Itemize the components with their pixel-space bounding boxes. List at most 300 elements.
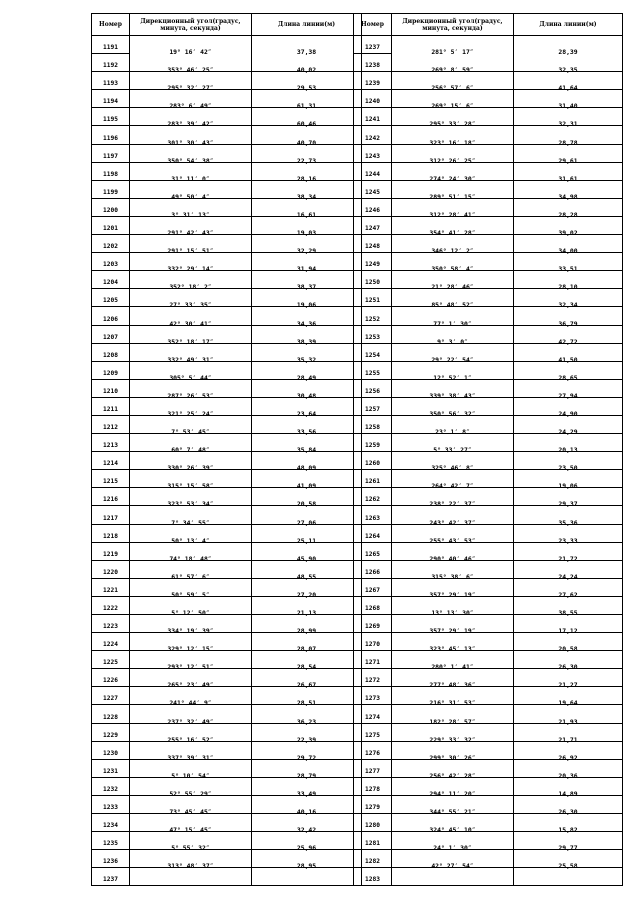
row-number-cell — [354, 543, 392, 561]
row-number-cell — [92, 525, 130, 543]
length-value: 32,29 — [296, 247, 317, 256]
angle-value: 9° 3′ 0″ — [437, 337, 468, 346]
angle-value: 354° 41′ 28″ — [429, 229, 476, 238]
row-number: 1252 — [365, 315, 380, 323]
length-value: 19,03 — [296, 229, 317, 238]
row-number-cell — [92, 470, 130, 488]
row-number-cell — [92, 108, 130, 126]
angle-value: 312° 28′ 41″ — [429, 210, 476, 219]
row-number-cell — [354, 326, 392, 344]
row-number-cell — [354, 705, 392, 723]
row-number: 1262 — [365, 496, 380, 504]
row-number-cell — [92, 868, 130, 886]
row-number-cell — [92, 705, 130, 723]
row-number: 1248 — [365, 243, 380, 251]
length-value: 24,29 — [558, 428, 578, 437]
length-value: 32,31 — [558, 120, 578, 129]
length-value: 41,50 — [558, 355, 578, 364]
header-number: Номер — [92, 14, 130, 35]
row-number-cell — [354, 126, 392, 144]
length-value: 20,13 — [558, 446, 578, 455]
length-value: 33,51 — [558, 265, 578, 274]
angle-value: 49° 50′ 4″ — [171, 192, 210, 201]
angle-value: 280° 1′ 41″ — [431, 663, 474, 672]
row-number: 1200 — [103, 206, 118, 214]
length-value: 27,62 — [558, 590, 578, 599]
row-number: 1276 — [365, 749, 380, 757]
row-number-cell — [354, 416, 392, 434]
length-value: 31,61 — [558, 174, 578, 183]
row-number: 1244 — [365, 170, 380, 178]
angle-value: 323° 53′ 34″ — [167, 500, 214, 509]
row-number: 1233 — [103, 804, 118, 812]
angle-value: 281° 5′ 17″ — [431, 48, 474, 57]
row-number: 1235 — [103, 840, 118, 848]
row-number-cell — [92, 506, 130, 524]
angle-value: 60° 7′ 48″ — [171, 446, 210, 455]
length-value: 35,36 — [558, 518, 578, 527]
row-number-cell — [92, 217, 130, 235]
row-number: 1272 — [365, 677, 380, 685]
angle-cell — [130, 862, 252, 886]
length-value: 37,38 — [296, 48, 317, 57]
row-number: 1253 — [365, 333, 380, 341]
angle-value: 23° 1′ 8″ — [435, 428, 470, 437]
row-number: 1191 — [103, 44, 118, 52]
length-value: 39,02 — [558, 229, 578, 238]
length-value: 29,37 — [558, 500, 578, 509]
row-number-cell — [354, 615, 392, 633]
length-value: 27,06 — [296, 518, 317, 527]
angle-value: 332° 49′ 31″ — [167, 355, 214, 364]
angle-value: 61° 57′ 6″ — [171, 572, 210, 581]
angle-value: 305° 5′ 44″ — [169, 373, 212, 382]
angle-value: 293° 12′ 51″ — [167, 663, 214, 672]
angle-value: 31° 11′ 0″ — [171, 174, 210, 183]
row-number-cell — [92, 452, 130, 470]
angle-value: 5° 55′ 32″ — [171, 844, 210, 853]
row-number-cell — [92, 814, 130, 832]
angle-value: 352° 18′ 17″ — [167, 337, 214, 346]
angle-value: 339° 38′ 43″ — [429, 391, 476, 400]
row-number-cell — [354, 651, 392, 669]
length-value: 27,20 — [296, 590, 317, 599]
row-number: 1247 — [365, 225, 380, 233]
row-number-cell — [92, 416, 130, 434]
row-number-cell — [92, 362, 130, 380]
row-number-cell — [354, 506, 392, 524]
row-number: 1271 — [365, 659, 380, 667]
row-number: 1240 — [365, 98, 380, 106]
length-value: 19,06 — [558, 482, 578, 491]
row-number-cell — [92, 561, 130, 579]
row-number: 1258 — [365, 424, 380, 432]
angle-value: 238° 22′ 37″ — [429, 500, 476, 509]
length-value: 20,36 — [558, 771, 578, 780]
row-number-cell — [92, 344, 130, 362]
row-number-cell — [92, 434, 130, 452]
length-value: 24,90 — [558, 409, 578, 418]
angle-value: 50° 59′ 5″ — [171, 590, 210, 599]
angle-value: 323° 16′ 18″ — [429, 138, 476, 147]
row-number-cell — [354, 307, 392, 325]
row-number-cell — [354, 724, 392, 742]
row-number-cell — [92, 199, 130, 217]
length-value: 34,36 — [296, 319, 317, 328]
row-number-cell — [354, 217, 392, 235]
row-number: 1245 — [365, 188, 380, 196]
angle-value: 353° 46′ 25″ — [167, 66, 214, 75]
row-number: 1202 — [103, 243, 118, 251]
angle-value: 315° 15′ 58″ — [167, 482, 214, 491]
row-number: 1250 — [365, 279, 380, 287]
row-number-cell — [92, 796, 130, 814]
row-number: 1221 — [103, 586, 118, 594]
row-number: 1279 — [365, 804, 380, 812]
row-number-cell — [354, 199, 392, 217]
angle-value: 182° 28′ 57″ — [429, 717, 476, 726]
angle-value: 42° 27′ 54″ — [431, 862, 474, 871]
length-value: 28,10 — [558, 283, 578, 292]
row-number: 1213 — [103, 442, 118, 450]
row-number: 1264 — [365, 532, 380, 540]
row-number-cell — [354, 452, 392, 470]
length-value: 41,64 — [558, 84, 578, 93]
angle-value: 269° 15′ 6″ — [431, 102, 474, 111]
row-number-cell — [92, 597, 130, 615]
angle-value: 74° 18′ 48″ — [169, 554, 212, 563]
length-value: 22,39 — [296, 735, 317, 744]
row-number-cell — [354, 253, 392, 271]
length-value: 30,48 — [296, 391, 317, 400]
angle-value: 216° 31′ 53″ — [429, 699, 476, 708]
angle-value: 5° 33′ 27″ — [433, 446, 472, 455]
row-number-cell — [354, 742, 392, 760]
length-value: 33,49 — [296, 789, 317, 798]
length-value: 15,82 — [558, 826, 578, 835]
row-number: 1218 — [103, 532, 118, 540]
row-number: 1265 — [365, 550, 380, 558]
length-value: 19,06 — [296, 301, 317, 310]
length-value: 28,78 — [558, 138, 578, 147]
angle-value: 287° 26′ 53″ — [167, 391, 214, 400]
row-number: 1194 — [103, 98, 118, 106]
angle-value: 323° 45′ 13″ — [429, 645, 476, 654]
angle-value: 283° 6′ 49″ — [169, 102, 212, 111]
row-number-cell — [92, 543, 130, 561]
row-number: 1225 — [103, 659, 118, 667]
length-value: 23,33 — [558, 536, 578, 545]
angle-value: 344° 55′ 21″ — [429, 808, 476, 817]
row-number: 1226 — [103, 677, 118, 685]
row-number-cell — [92, 72, 130, 90]
angle-value: 301° 30′ 43″ — [167, 138, 214, 147]
row-number-cell — [354, 832, 392, 850]
row-number: 1208 — [103, 351, 118, 359]
row-number-cell — [354, 163, 392, 181]
row-number: 1266 — [365, 568, 380, 576]
length-value: 35,32 — [296, 355, 317, 364]
row-number: 1239 — [365, 80, 380, 88]
row-number: 1242 — [365, 134, 380, 142]
row-number-cell — [354, 344, 392, 362]
row-number-cell — [92, 760, 130, 778]
angle-value: 50° 13′ 4″ — [171, 536, 210, 545]
length-value: 34,00 — [558, 247, 578, 256]
row-number: 1255 — [365, 369, 380, 377]
row-number: 1267 — [365, 586, 380, 594]
row-number: 1201 — [103, 225, 118, 233]
row-number: 1263 — [365, 514, 380, 522]
row-number-cell — [354, 289, 392, 307]
angle-value: 321° 25′ 24″ — [167, 409, 214, 418]
angle-value: 291° 15′ 51″ — [167, 247, 214, 256]
row-number-cell — [92, 398, 130, 416]
row-number: 1259 — [365, 442, 380, 450]
row-number-cell — [92, 651, 130, 669]
angle-value: 13° 13′ 30″ — [431, 609, 474, 617]
row-number-cell — [354, 235, 392, 253]
angle-value: 27° 33′ 35″ — [169, 301, 212, 310]
length-value: 21,27 — [558, 681, 578, 690]
angle-value: 237° 32′ 49″ — [167, 717, 214, 726]
angle-value: 255° 43′ 53″ — [429, 536, 476, 545]
length-value: 26,30 — [558, 808, 578, 817]
length-value: 26,67 — [296, 681, 317, 690]
row-number-cell — [354, 434, 392, 452]
row-number-cell — [354, 850, 392, 868]
angle-cell — [392, 862, 514, 886]
right-table — [353, 13, 623, 886]
row-number-cell — [92, 488, 130, 506]
row-number: 1209 — [103, 369, 118, 377]
angle-value: 21° 28′ 46″ — [431, 283, 474, 292]
row-number-cell — [354, 380, 392, 398]
row-number-cell — [354, 54, 392, 72]
row-number-cell — [354, 108, 392, 126]
length-value: 60,46 — [296, 120, 317, 129]
angle-value: 324° 45′ 10″ — [429, 826, 476, 835]
length-value: 28,16 — [296, 174, 317, 183]
length-value: 48,09 — [296, 464, 317, 473]
row-number-cell — [354, 72, 392, 90]
row-number-cell — [92, 326, 130, 344]
angle-value: 255° 16′ 52″ — [167, 735, 214, 744]
row-number: 1199 — [103, 188, 118, 196]
row-number: 1249 — [365, 261, 380, 269]
length-value: 28,28 — [558, 210, 578, 219]
row-number: 1269 — [365, 623, 380, 631]
row-number: 1282 — [365, 858, 380, 866]
row-number: 1192 — [103, 62, 118, 70]
row-number: 1203 — [103, 261, 118, 269]
row-number: 1204 — [103, 279, 118, 287]
row-number-cell — [354, 868, 392, 886]
angle-value: 77° 1′ 30″ — [433, 319, 472, 328]
angle-value: 29° 22′ 54″ — [431, 355, 474, 364]
row-number: 1227 — [103, 695, 118, 703]
length-value: 28,07 — [296, 645, 317, 654]
row-number: 1268 — [365, 605, 380, 612]
row-number-cell — [92, 850, 130, 868]
angle-value: 264° 42′ 7″ — [431, 482, 474, 491]
length-value: 21,13 — [296, 609, 317, 617]
row-number: 1278 — [365, 785, 380, 793]
row-number: 1241 — [365, 116, 380, 124]
row-number-cell — [354, 145, 392, 163]
row-number: 1230 — [103, 749, 118, 757]
angle-value: 269° 8′ 59″ — [431, 66, 474, 75]
angle-value: 357° 29′ 19″ — [429, 627, 476, 636]
row-number-cell — [354, 90, 392, 108]
row-number: 1211 — [103, 405, 118, 413]
row-number-cell — [92, 253, 130, 271]
left-table-container — [91, 13, 362, 886]
row-number-cell — [92, 778, 130, 796]
row-number-cell — [92, 615, 130, 633]
length-value: 24,24 — [558, 572, 578, 581]
row-number-cell — [92, 181, 130, 199]
angle-value: 295° 33′ 28″ — [429, 120, 476, 129]
length-value: 28,49 — [296, 373, 317, 382]
row-number: 1256 — [365, 387, 380, 395]
length-value: 31,94 — [296, 265, 317, 274]
row-number: 1237 — [365, 44, 380, 52]
row-number: 1232 — [103, 785, 118, 793]
length-value: 38,34 — [296, 192, 317, 201]
length-value: 28,99 — [296, 627, 317, 636]
length-cell — [252, 862, 362, 886]
length-value: 23,64 — [296, 409, 317, 418]
length-value: 26,30 — [558, 663, 578, 672]
row-number: 1215 — [103, 478, 118, 486]
row-number: 1198 — [103, 170, 118, 178]
angle-value: 73° 45′ 45″ — [169, 808, 212, 817]
angle-value: 350° 54′ 38″ — [167, 156, 214, 165]
row-number-cell — [92, 271, 130, 289]
header-angle: Дирекционный угол(градус, минута, секунда) — [130, 14, 252, 35]
angle-value: 334° 19′ 39″ — [167, 627, 214, 636]
row-number-cell — [92, 145, 130, 163]
length-value: 25,58 — [558, 862, 578, 871]
row-number-cell — [92, 289, 130, 307]
angle-value: 52° 55′ 29″ — [169, 789, 212, 798]
angle-value: 329° 12′ 15″ — [167, 645, 214, 654]
row-number: 1207 — [103, 333, 118, 341]
length-value: 48,55 — [296, 572, 317, 581]
length-value: 31,40 — [558, 102, 578, 111]
row-number-cell — [92, 54, 130, 72]
header-angle: Дирекционный угол(градус, минута, секунда) — [392, 14, 514, 35]
row-number-cell — [354, 362, 392, 380]
length-value: 28,65 — [558, 373, 578, 382]
length-value: 20,58 — [296, 500, 317, 509]
row-number-cell — [92, 687, 130, 705]
angle-value: 241° 44′ 9″ — [169, 699, 212, 708]
row-number-cell — [354, 814, 392, 832]
row-number: 1210 — [103, 387, 118, 395]
row-number: 1237 — [103, 876, 118, 884]
row-number-cell — [354, 561, 392, 579]
row-number: 1216 — [103, 496, 118, 504]
angle-value: 12° 52′ 1″ — [433, 373, 472, 382]
angle-value: 274° 24′ 30″ — [429, 174, 476, 183]
row-number-cell — [354, 181, 392, 199]
angle-value: 325° 46′ 8″ — [431, 464, 474, 473]
header-length: Длина линии(м) — [252, 14, 362, 35]
row-number-cell — [354, 488, 392, 506]
row-number-cell — [92, 832, 130, 850]
row-number: 1273 — [365, 695, 380, 703]
row-number: 1254 — [365, 351, 380, 359]
angle-value: 5° 12′ 50″ — [171, 609, 210, 617]
length-value: 45,90 — [296, 554, 317, 563]
angle-value: 357° 29′ 19″ — [429, 590, 476, 599]
angle-value: 346° 12′ 2″ — [431, 247, 474, 256]
row-number-cell — [354, 579, 392, 597]
length-value: 40,16 — [296, 808, 317, 817]
angle-value: 350° 56′ 32″ — [429, 409, 476, 418]
row-number-cell — [354, 597, 392, 615]
header-number: Номер — [354, 14, 392, 35]
row-number: 1277 — [365, 767, 380, 775]
row-number-cell — [354, 36, 392, 54]
length-value: 38,39 — [296, 337, 317, 346]
length-value: 32,42 — [296, 826, 317, 835]
row-number-cell — [92, 633, 130, 651]
angle-value: 290° 40′ 46″ — [429, 554, 476, 563]
angle-value: 294° 11′ 20″ — [429, 789, 476, 798]
row-number-cell — [92, 36, 130, 54]
length-value: 38,55 — [558, 609, 578, 617]
length-value: 14,89 — [558, 789, 578, 798]
right-table-container — [353, 13, 623, 886]
row-number-cell — [92, 742, 130, 760]
left-table-header — [92, 14, 362, 36]
row-number-cell — [354, 271, 392, 289]
row-number-cell — [92, 579, 130, 597]
length-value: 21,71 — [558, 735, 578, 744]
row-number: 1270 — [365, 641, 380, 649]
row-number-cell — [354, 760, 392, 778]
row-number: 1231 — [103, 767, 118, 775]
row-number: 1234 — [103, 822, 118, 830]
length-value: 23,50 — [558, 464, 578, 473]
row-number: 1251 — [365, 297, 380, 305]
row-number: 1193 — [103, 80, 118, 88]
angle-value: 7° 34′ 55″ — [171, 518, 210, 527]
length-value: 28,95 — [296, 862, 317, 871]
length-value: 35,84 — [296, 446, 317, 455]
row-number-cell — [354, 669, 392, 687]
right-table-body — [354, 36, 623, 886]
row-number: 1229 — [103, 731, 118, 739]
left-table-body — [92, 36, 362, 886]
row-number-cell — [92, 126, 130, 144]
length-value: 29,61 — [558, 156, 578, 165]
row-number: 1224 — [103, 641, 118, 649]
length-value: 42,72 — [558, 337, 578, 346]
length-value: 28,51 — [296, 699, 317, 708]
row-number: 1280 — [365, 822, 380, 830]
length-value: 28,79 — [296, 771, 317, 780]
angle-value: 330° 26′ 39″ — [167, 464, 214, 473]
row-number: 1220 — [103, 568, 118, 576]
row-number: 1238 — [365, 62, 380, 70]
angle-value: 291° 42′ 43″ — [167, 229, 214, 238]
angle-value: 19° 16′ 42″ — [169, 48, 212, 57]
length-value: 40,02 — [296, 66, 317, 75]
